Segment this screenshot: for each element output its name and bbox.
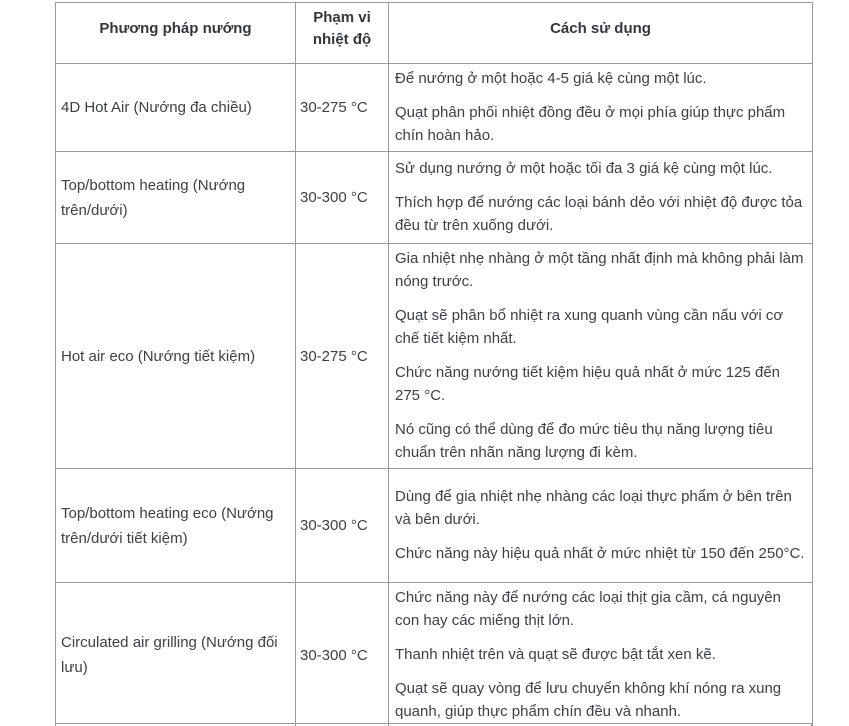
baking-methods-table	[55, 2, 813, 726]
usage-cell	[389, 64, 813, 152]
usage-paragraph: Chức năng nướng tiết kiệm hiệu quả nhất ở mức 125 đến 275 °C.	[395, 364, 781, 404]
usage-paragraph: Dùng để gia nhiệt nhẹ nhàng các loại thực phẩm ở bên trên và bên dưới.	[395, 488, 792, 528]
table-row	[56, 244, 813, 469]
usage-cell	[389, 469, 813, 583]
temperature-cell: 30-300 °C	[296, 469, 389, 583]
column-header-method: Phương pháp nướng	[56, 3, 296, 64]
usage-cell	[389, 244, 813, 469]
usage-cell	[389, 152, 813, 244]
method-cell: Top/bottom heating eco (Nướng trên/dưới tiết kiệm)	[56, 469, 296, 583]
temperature-cell: 30-300 °C	[296, 152, 389, 244]
usage-paragraph: Thích hợp để nướng các loại bánh dẻo với nhiệt độ được tỏa đều từ trên xuống dưới.	[395, 194, 803, 234]
usage-paragraph: Quạt phân phối nhiệt đồng đều ở mọi phía giúp thực phẩm chín hoàn hảo.	[395, 104, 786, 144]
table-row	[56, 152, 813, 244]
method-cell: Circulated air grilling (Nướng đối lưu)	[56, 583, 296, 726]
method-cell: 4D Hot Air (Nướng đa chiều)	[56, 64, 296, 152]
usage-paragraph: Chức năng này hiệu quả nhất ở mức nhiệt từ 150 đến 250°C.	[395, 545, 805, 562]
table-row	[56, 469, 813, 583]
temperature-cell: 30-275 °C	[296, 64, 389, 152]
method-cell: Top/bottom heating (Nướng trên/dưới)	[56, 152, 296, 244]
table-row	[56, 583, 813, 726]
column-header-temperature-range: Phạm vi nhiệt độ	[296, 3, 389, 64]
column-header-usage: Cách sử dụng	[389, 3, 813, 64]
table-row	[56, 64, 813, 152]
usage-paragraph: Sử dụng nướng ở một hoặc tối đa 3 giá kệ cùng một lúc.	[395, 160, 773, 177]
usage-paragraph: Quạt sẽ phân bổ nhiệt ra xung quanh vùng cần nấu với cơ chế tiết kiệm nhất.	[395, 307, 784, 347]
usage-paragraph: Thanh nhiệt trên và quạt sẽ được bật tắt xen kẽ.	[395, 646, 716, 663]
method-cell: Hot air eco (Nướng tiết kiệm)	[56, 244, 296, 469]
header-row	[56, 3, 813, 64]
usage-paragraph: Quạt sẽ quay vòng để lưu chuyển không khí nóng ra xung quanh, giúp thực phẩm chín đều và nhanh.	[395, 680, 782, 720]
usage-paragraph: Để nướng ở một hoặc 4-5 giá kệ cùng một lúc.	[395, 70, 707, 87]
usage-paragraph: Gia nhiệt nhẹ nhàng ở một tầng nhất định mà không phải làm nóng trước.	[395, 250, 804, 290]
usage-cell	[389, 583, 813, 726]
usage-paragraph: Chức năng này để nướng các loại thịt gia cầm, cá nguyên con hay các miếng thịt lớn.	[395, 589, 781, 629]
usage-paragraph: Nó cũng có thể dùng để đo mức tiêu thụ năng lượng tiêu chuẩn trên nhãn năng lượng đi kèm.	[395, 421, 773, 461]
temperature-cell: 30-275 °C	[296, 244, 389, 469]
temperature-cell: 30-300 °C	[296, 583, 389, 726]
